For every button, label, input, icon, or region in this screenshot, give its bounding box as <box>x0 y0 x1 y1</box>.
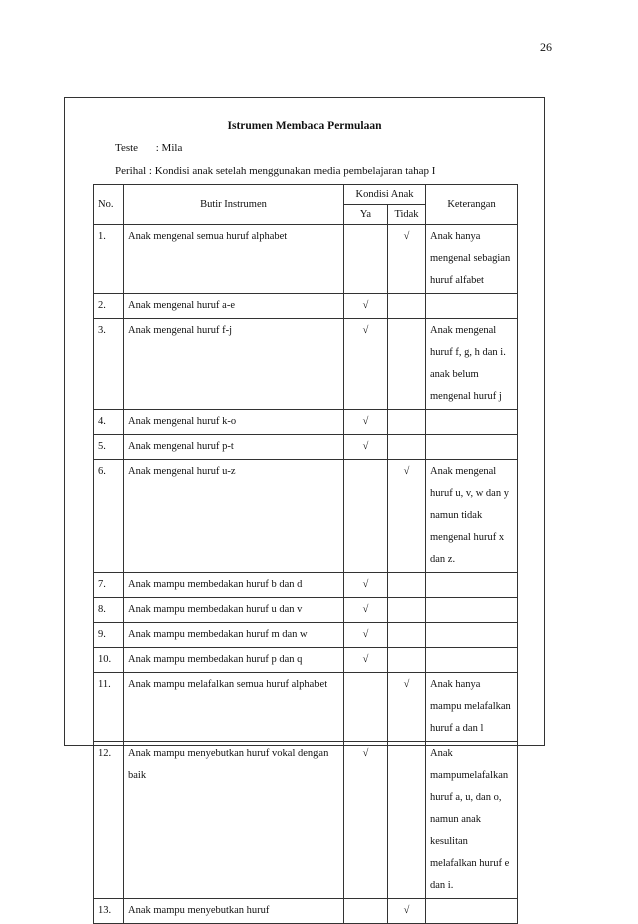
row-tidak-mark: √ <box>388 225 426 294</box>
row-ya-mark: √ <box>344 410 388 435</box>
table-row <box>94 742 518 899</box>
row-keterangan <box>426 435 518 460</box>
row-ya-mark: √ <box>344 294 388 319</box>
row-ya-mark <box>344 460 388 573</box>
row-butir: Anak mampu menyebutkan huruf <box>124 899 344 924</box>
row-number: 5. <box>94 435 124 460</box>
row-butir: Anak mengenal huruf u-z <box>124 460 344 573</box>
row-tidak-mark <box>388 623 426 648</box>
perihal-label: Perihal <box>115 165 147 177</box>
header-kondisi: Kondisi Anak <box>344 185 426 205</box>
row-butir: Anak mengenal huruf a-e <box>124 294 344 319</box>
table-row <box>94 294 518 319</box>
table-row <box>94 460 518 573</box>
table-row <box>94 573 518 598</box>
row-ya-mark <box>344 225 388 294</box>
row-number: 6. <box>94 460 124 573</box>
row-number: 13. <box>94 899 124 924</box>
page-number: 26 <box>540 40 552 54</box>
row-keterangan <box>426 899 518 924</box>
row-tidak-mark <box>388 410 426 435</box>
row-tidak-mark <box>388 435 426 460</box>
perihal-value: : Kondisi anak setelah menggunakan media pembelajaran tahap I <box>148 165 436 177</box>
row-butir: Anak mampu membedakan huruf u dan v <box>124 598 344 623</box>
row-ya-mark: √ <box>344 573 388 598</box>
table-row <box>94 435 518 460</box>
row-number: 3. <box>94 319 124 410</box>
row-tidak-mark <box>388 648 426 673</box>
row-butir: Anak mengenal huruf p-t <box>124 435 344 460</box>
row-number: 9. <box>94 623 124 648</box>
table-row <box>94 598 518 623</box>
row-tidak-mark <box>388 319 426 410</box>
table-row <box>94 319 518 410</box>
row-keterangan: Anak hanya mampu melafalkan huruf a dan l <box>426 673 518 742</box>
row-ya-mark: √ <box>344 435 388 460</box>
row-ya-mark: √ <box>344 623 388 648</box>
header-no: No. <box>94 185 124 225</box>
row-ya-mark <box>344 673 388 742</box>
document-frame <box>64 97 545 916</box>
row-keterangan <box>426 573 518 598</box>
row-ya-mark: √ <box>344 319 388 410</box>
header-keterangan: Keterangan <box>426 185 518 225</box>
teste-label: Teste <box>115 142 139 154</box>
row-keterangan <box>426 294 518 319</box>
row-keterangan <box>426 623 518 648</box>
row-butir: Anak mampu membedakan huruf m dan w <box>124 623 344 648</box>
row-tidak-mark <box>388 294 426 319</box>
perihal-line <box>115 165 435 177</box>
row-keterangan: Anak mengenal huruf f, g, h dan i. anak belum mengenal huruf j <box>426 319 518 410</box>
row-number: 10. <box>94 648 124 673</box>
row-keterangan <box>426 648 518 673</box>
row-keterangan <box>426 410 518 435</box>
teste-line <box>115 142 182 154</box>
row-keterangan: Anak hanya mengenal sebagian huruf alfabet <box>426 225 518 294</box>
document-title: Istrumen Membaca Permulaan <box>227 120 382 132</box>
row-ya-mark: √ <box>344 598 388 623</box>
row-butir: Anak mampu menyebutkan huruf vokal dengan baik <box>124 742 344 899</box>
row-keterangan <box>426 598 518 623</box>
row-number: 4. <box>94 410 124 435</box>
table-row <box>94 648 518 673</box>
row-number: 7. <box>94 573 124 598</box>
row-number: 8. <box>94 598 124 623</box>
header-butir: Butir Instrumen <box>124 185 344 225</box>
table-row <box>94 673 518 742</box>
teste-value: : Mila <box>155 142 183 154</box>
table-row <box>94 225 518 294</box>
row-butir: Anak mengenal huruf f-j <box>124 319 344 410</box>
table-row <box>94 410 518 435</box>
header-ya: Ya <box>344 205 388 225</box>
row-number: 12. <box>94 742 124 899</box>
row-tidak-mark: √ <box>388 673 426 742</box>
row-butir: Anak mengenal semua huruf alphabet <box>124 225 344 294</box>
row-ya-mark <box>344 899 388 924</box>
row-keterangan: Anak mampumelafalkan huruf a, u, dan o, namun anak kesulitan melafalkan huruf e dan i. <box>426 742 518 899</box>
row-butir: Anak mampu membedakan huruf p dan q <box>124 648 344 673</box>
row-tidak-mark: √ <box>388 899 426 924</box>
row-tidak-mark <box>388 573 426 598</box>
row-tidak-mark <box>388 742 426 899</box>
row-number: 1. <box>94 225 124 294</box>
table-row <box>94 899 518 924</box>
row-keterangan: Anak mengenal huruf u, v, w dan y namun tidak mengenal huruf x dan z. <box>426 460 518 573</box>
row-number: 2. <box>94 294 124 319</box>
row-butir: Anak mampu melafalkan semua huruf alphabet <box>124 673 344 742</box>
row-butir: Anak mengenal huruf k-o <box>124 410 344 435</box>
instrument-table <box>93 184 518 924</box>
row-tidak-mark <box>388 598 426 623</box>
row-ya-mark: √ <box>344 742 388 899</box>
row-tidak-mark: √ <box>388 460 426 573</box>
table-row <box>94 623 518 648</box>
row-butir: Anak mampu membedakan huruf b dan d <box>124 573 344 598</box>
header-tidak: Tidak <box>388 205 426 225</box>
row-ya-mark: √ <box>344 648 388 673</box>
row-number: 11. <box>94 673 124 742</box>
